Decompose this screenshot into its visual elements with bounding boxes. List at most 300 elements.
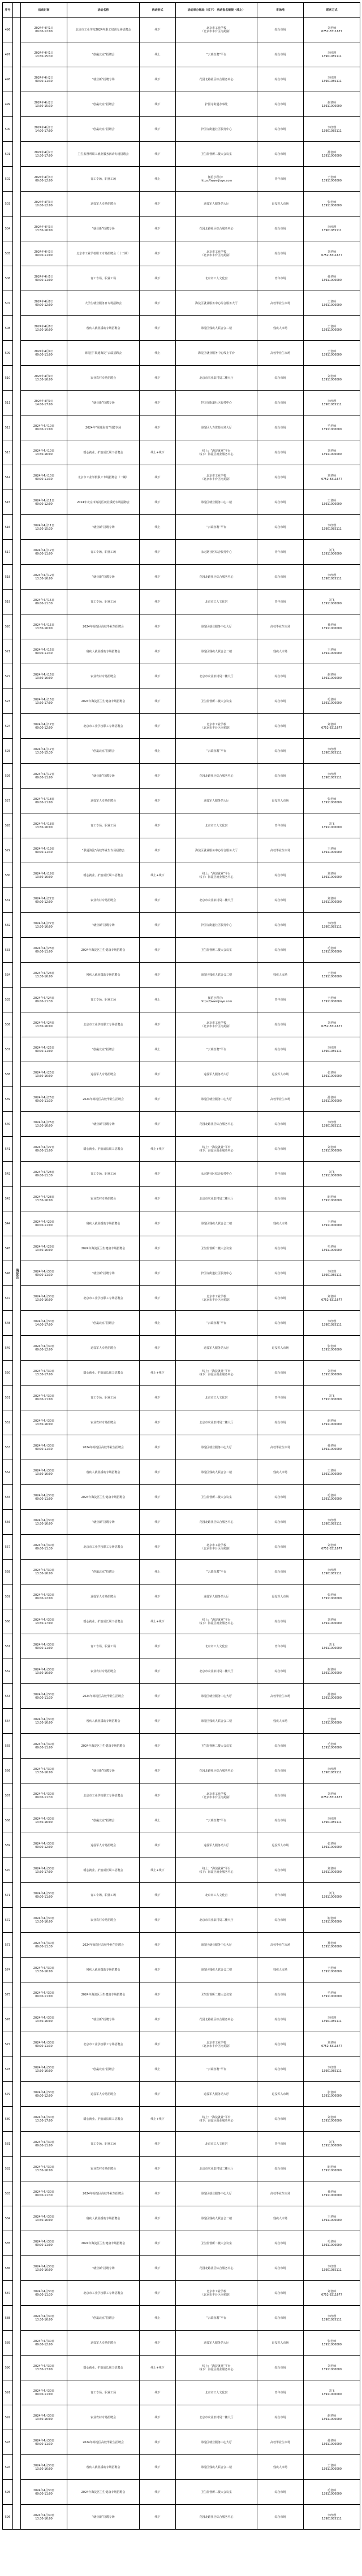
row-market: 综合市场: [257, 1808, 304, 1833]
table-row: [3, 2306, 360, 2331]
row-address: 线上：“海淀就业”平台 线下：海淀区就业服务中心: [176, 863, 257, 888]
row-mode: 线下: [140, 764, 176, 789]
row-address: 永定路社区综合服务中心: [176, 540, 257, 565]
row-mode: 线上+线下: [140, 863, 176, 888]
row-contact: 王老师 13911000000: [304, 167, 360, 192]
row-mode: 线下: [140, 2405, 176, 2430]
row-market: 退役军人市场: [257, 1062, 304, 1087]
header-market: 市场地: [257, 3, 304, 18]
row-time: 2024年4月9日 13:30-16:00: [21, 366, 67, 391]
row-index: 547: [3, 1286, 13, 1311]
row-index: 593: [3, 2430, 13, 2455]
row-name: 北京市工业学校职工专场招聘会: [67, 1535, 140, 1560]
row-index: 502: [3, 167, 13, 192]
row-contact: 刘老师 13911000000: [304, 2356, 360, 2380]
row-name: 残疾人就业援助专场招聘会: [67, 2455, 140, 2480]
table-row: [3, 1933, 360, 1958]
row-mode: 线上: [140, 1311, 176, 1336]
row-mode: 线下: [140, 1236, 176, 1261]
row-name: 退役军人专场招聘会: [67, 1336, 140, 1361]
row-contact: 王老师 13911000000: [304, 490, 360, 515]
row-index: 552: [3, 1410, 13, 1435]
row-mode: 线上: [140, 2306, 176, 2331]
row-name: 卫生监督所职工就业服务活动专场招聘会: [67, 142, 140, 167]
row-name: 2024年海淀区卫生健康专场招聘会: [67, 2231, 140, 2256]
row-time: 2024年4月30日 09:00-11:30: [21, 2032, 67, 2057]
row-name: “创赢北京”招聘会: [67, 739, 140, 764]
row-mode: 线下: [140, 938, 176, 963]
row-index: 588: [3, 2306, 13, 2331]
row-mode: 线下: [140, 2430, 176, 2455]
row-address: 花园北路社区综合服务中心: [176, 67, 257, 92]
row-contact: 王老师 13911000000: [304, 1460, 360, 1485]
row-address: 北京市工业学校 （北京市丰台区南苑路）: [176, 2281, 257, 2306]
row-time: 2024年4月19日 13:30-16:00: [21, 863, 67, 888]
row-index: 564: [3, 1709, 13, 1734]
row-mode: 线下: [140, 1684, 176, 1709]
row-mode: 线下: [140, 1386, 176, 1410]
row-name: 青工专场、职业工场: [67, 2132, 140, 2157]
row-contact: 李经理 13901085111: [304, 2306, 360, 2331]
row-market: 青年市场: [257, 2132, 304, 2157]
row-mode: 线下: [140, 540, 176, 565]
row-market: 综合市场: [257, 1236, 304, 1261]
row-market: 残疾人市场: [257, 1709, 304, 1734]
row-name: “创赢北京”招聘会: [67, 2057, 140, 2082]
row-index: 507: [3, 291, 13, 316]
row-address: 北京市工人文化宫: [176, 813, 257, 838]
row-mode: 线下: [140, 1087, 176, 1112]
row-contact: 刘飞 13911000000: [304, 1162, 360, 1187]
row-index: 517: [3, 540, 13, 565]
table-row: [3, 1609, 360, 1634]
row-name: 农业农村专场招聘会: [67, 1410, 140, 1435]
row-address: 北京市工业学校 （北京市丰台区南苑路）: [176, 18, 257, 42]
row-mode: 线下: [140, 1261, 176, 1286]
row-index: 594: [3, 2455, 13, 2480]
row-market: 综合市场: [257, 415, 304, 440]
row-name: 残疾人就业援助专场招聘会: [67, 1460, 140, 1485]
table-row: [3, 1634, 360, 1659]
row-address: “云端直聘”平台: [176, 2057, 257, 2082]
row-address: 北京市农业农村局二楼大厅: [176, 1187, 257, 1211]
table-row: [3, 1982, 360, 2007]
row-name: 2024年北京市海淀区就业援助专场招聘会: [67, 490, 140, 515]
row-index: 496: [3, 18, 13, 42]
row-index: 525: [3, 739, 13, 764]
row-address: 卫生监督所二楼大会议室: [176, 2480, 257, 2505]
row-mode: 线下: [140, 266, 176, 291]
table-row: [3, 2380, 360, 2405]
table-row: [3, 1236, 360, 1261]
row-index: 542: [3, 1162, 13, 1187]
row-address: 线上：“海淀就业”平台 线下：海淀区就业服务中心: [176, 1858, 257, 1883]
row-mode: 线上: [140, 1808, 176, 1833]
row-name: 2024年海淀区卫生健康专场招聘会: [67, 2480, 140, 2505]
row-contact: 张老师 13911000000: [304, 2331, 360, 2356]
row-name: “就业新”招聘专场: [67, 391, 140, 415]
row-time: 2024年4月15日 09:00-11:30: [21, 590, 67, 614]
table-row: [3, 1535, 360, 1560]
row-address: 海淀区残疾人联合会二楼: [176, 639, 257, 664]
row-name: 大学生就业服务日专场招聘会: [67, 291, 140, 316]
row-index: 560: [3, 1609, 13, 1634]
row-mode: 线下: [140, 1659, 176, 1684]
row-address: 线上：“海淀就业”平台 线下：海淀区就业服务中心: [176, 1137, 257, 1162]
row-market: 青年市场: [257, 540, 304, 565]
row-index: 524: [3, 714, 13, 739]
row-time: 2024年4月25日 13:30-16:00: [21, 1062, 67, 1087]
row-contact: 王老师 13911000000: [304, 2206, 360, 2231]
row-name: “就业新”招聘专场: [67, 2505, 140, 2530]
row-index: 566: [3, 1759, 13, 1783]
row-address: 海淀区就业服务中心大厅: [176, 2181, 257, 2206]
row-contact: 刘老师 0752-8311677: [304, 1535, 360, 1560]
row-time: 2024年4月30日 13:30-16:00: [21, 2505, 67, 2530]
row-market: 残疾人市场: [257, 1460, 304, 1485]
row-address: 花园北路社区综合服务中心: [176, 764, 257, 789]
row-address: 护国寺街道办事处: [176, 92, 257, 117]
row-time: 2024年4月30日 09:00-11:00: [21, 2380, 67, 2405]
table-row: [3, 1759, 360, 1783]
row-time: 2024年4月30日 09:00-11:30: [21, 1535, 67, 1560]
row-contact: 李经理 13901085111: [304, 391, 360, 415]
row-name: “就业新”招聘专场: [67, 1261, 140, 1286]
row-address: 北京市工人文化宫: [176, 590, 257, 614]
row-time: 2024年4月30日 13:30-16:00: [21, 2256, 67, 2281]
table-row: [3, 1584, 360, 1609]
row-address: 北京市农业农村局二楼大厅: [176, 888, 257, 913]
row-contact: 毛老师 13911000000: [304, 415, 360, 440]
row-mode: 线上: [140, 42, 176, 67]
row-index: 497: [3, 42, 13, 67]
row-address: 花园北路社区综合服务中心: [176, 1510, 257, 1535]
row-time: 2024年4月26日 13:30-16:00: [21, 1112, 67, 1137]
row-name: “创赢北京”招聘会: [67, 42, 140, 67]
row-index: 516: [3, 515, 13, 540]
row-index: 575: [3, 1982, 13, 2007]
table-row: [3, 1087, 360, 1112]
row-mode: 线下: [140, 1211, 176, 1236]
row-time: 2024年4月18日 09:00-11:00: [21, 789, 67, 813]
row-time: 2024年4月30日 13:30-16:00: [21, 1510, 67, 1535]
row-time: 2024年4月30日 13:30-16:00: [21, 2306, 67, 2331]
row-contact: 刘老师 0752-8311677: [304, 18, 360, 42]
table-row: [3, 515, 360, 540]
row-mode: 线下: [140, 813, 176, 838]
table-row: [3, 1286, 360, 1311]
row-address: “云端直聘”平台: [176, 1560, 257, 1584]
table-row: [3, 1734, 360, 1759]
row-time: 2024年4月12日 09:00-11:00: [21, 540, 67, 565]
row-mode: 线下: [140, 1982, 176, 2007]
row-contact: 刘老师 13911000000: [304, 1858, 360, 1883]
row-time: 2024年4月22日 09:00-12:00: [21, 888, 67, 913]
row-time: 2024年4月30日 13:30-17:00: [21, 2107, 67, 2132]
row-name: 2024年海淀区卫生健康专场招聘会: [67, 1485, 140, 1510]
table-row: [3, 366, 360, 391]
table-row: [3, 2206, 360, 2231]
row-address: 北京市工人文化宫: [176, 1883, 257, 1908]
row-time: 2024年4月30日 13:30-16:00: [21, 1286, 67, 1311]
header-index: 序号: [3, 3, 13, 18]
row-address: “云端直聘”平台: [176, 1311, 257, 1336]
table-row: [3, 217, 360, 241]
row-name: 退役军人专场招聘会: [67, 1833, 140, 1858]
row-name: 退役军人专场招聘会: [67, 789, 140, 813]
row-mode: 线上: [140, 167, 176, 192]
row-contact: 李经理 13901085111: [304, 2256, 360, 2281]
row-market: 综合市场: [257, 1982, 304, 2007]
row-market: 青年市场: [257, 590, 304, 614]
row-mode: 线下: [140, 1535, 176, 1560]
row-time: 2024年4月30日 13:30-16:00: [21, 2057, 67, 2082]
row-address: 北京市工业学校 （北京市丰台区南苑路）: [176, 241, 257, 266]
row-mode: 线下: [140, 963, 176, 988]
row-index: 583: [3, 2181, 13, 2206]
row-index: 536: [3, 1012, 13, 1037]
row-name: 农业农村专场招聘会: [67, 366, 140, 391]
table-row: [3, 1012, 360, 1037]
row-address: 北京市工业学校 （北京市丰台区南苑路）: [176, 714, 257, 739]
row-index: 565: [3, 1734, 13, 1759]
table-row: [3, 291, 360, 316]
row-name: 青工专场、职业工场: [67, 266, 140, 291]
row-time: 2024年4月22日 13:30-16:00: [21, 913, 67, 938]
table-row: [3, 1808, 360, 1833]
row-market: 综合市场: [257, 664, 304, 689]
row-time: 2024年4月3日 13:30-16:00: [21, 217, 67, 241]
row-market: 综合市场: [257, 714, 304, 739]
row-address: 北京市工业学校 （北京市丰台区南苑路）: [176, 2032, 257, 2057]
row-market: 综合市场: [257, 2356, 304, 2380]
row-market: 综合市场: [257, 1535, 304, 1560]
row-market: 综合市场: [257, 764, 304, 789]
row-name: 暖心就业、护航成长职工招聘会: [67, 2107, 140, 2132]
row-market: 高校毕业生市场: [257, 291, 304, 316]
row-contact: 刘老师 13911000000: [304, 366, 360, 391]
row-address: 卫生监督所二楼大会议室: [176, 1485, 257, 1510]
row-contact: 谢老师 13911000000: [304, 1659, 360, 1684]
row-index: 537: [3, 1037, 13, 1062]
row-mode: 线下: [140, 2505, 176, 2530]
table-row: [3, 1211, 360, 1236]
row-name: 2024年海淀区高校毕业生招聘会: [67, 1087, 140, 1112]
row-market: 综合市场: [257, 2032, 304, 2057]
row-name: “就业新”招聘专场: [67, 515, 140, 540]
row-mode: 线下: [140, 1584, 176, 1609]
row-time: 2024年4月30日 13:30-16:00: [21, 1759, 67, 1783]
row-name: 青工专场、职业工场: [67, 540, 140, 565]
row-mode: 线下: [140, 1112, 176, 1137]
row-name: 暖心就业、护航成长职工招聘会: [67, 2356, 140, 2380]
row-time: 2024年4月30日 13:30-17:00: [21, 1858, 67, 1883]
table-row: [3, 938, 360, 963]
table-row: [3, 988, 360, 1012]
row-contact: 张老师 13911000000: [304, 1584, 360, 1609]
row-name: 北京市工业学校2024年职工培训专场招聘会: [67, 18, 140, 42]
row-index: 510: [3, 366, 13, 391]
row-contact: 孙老师 13911000000: [304, 2430, 360, 2455]
row-address: 护国寺街道社区服务中心: [176, 391, 257, 415]
row-address: 护国寺街道社区服务中心: [176, 913, 257, 938]
row-contact: 李经理 13901085111: [304, 515, 360, 540]
table-row: [3, 1833, 360, 1858]
row-name: 青工专场、职业工场: [67, 988, 140, 1012]
row-index: 498: [3, 67, 13, 92]
row-index: 503: [3, 192, 13, 217]
row-contact: 王老师 13911000000: [304, 1709, 360, 1734]
table-row: [3, 2181, 360, 2206]
row-contact: 毛老师 13911000000: [304, 1982, 360, 2007]
row-time: 2024年4月30日 09:00-11:00: [21, 1634, 67, 1659]
table-row: [3, 1386, 360, 1410]
row-time: 2024年4月30日 09:00-11:00: [21, 2132, 67, 2157]
row-market: 综合市场: [257, 2405, 304, 2430]
row-time: 2024年4月1日 13:30-15:30: [21, 42, 67, 67]
row-time: 2024年4月30日 09:00-11:00: [21, 2480, 67, 2505]
row-market: 综合市场: [257, 2480, 304, 2505]
row-time: 2024年4月16日 09:00-11:30: [21, 639, 67, 664]
row-address: 海淀区残疾人联合会二楼: [176, 963, 257, 988]
row-index: 584: [3, 2206, 13, 2231]
table-row: [3, 18, 360, 42]
row-address: 海淀区就业服务中心大厅: [176, 1933, 257, 1958]
row-index: 574: [3, 1958, 13, 1982]
row-market: 综合市场: [257, 863, 304, 888]
row-index: 529: [3, 838, 13, 863]
table-row: [3, 490, 360, 515]
row-contact: 王老师 13911000000: [304, 1211, 360, 1236]
row-time: 2024年4月10日 09:00-11:30: [21, 465, 67, 490]
row-mode: 线下: [140, 2157, 176, 2181]
row-index: 581: [3, 2132, 13, 2157]
row-index: 534: [3, 963, 13, 988]
row-mode: 线下: [140, 241, 176, 266]
row-market: 青年市场: [257, 813, 304, 838]
row-name: “就业新”招聘专场: [67, 217, 140, 241]
row-mode: 线下: [140, 1734, 176, 1759]
row-time: 2024年4月9日 09:00-11:00: [21, 341, 67, 366]
table-row: [3, 341, 360, 366]
row-time: 2024年4月2日 09:00-11:30: [21, 67, 67, 92]
table-row: [3, 614, 360, 639]
row-market: 综合市场: [257, 565, 304, 590]
row-contact: 王老师 13911000000: [304, 963, 360, 988]
row-index: 530: [3, 863, 13, 888]
row-time: 2024年4月2日 14:00-17:00: [21, 117, 67, 142]
row-address: 退役军人服务站大厅: [176, 2331, 257, 2356]
row-address: 退役军人服务站大厅: [176, 1584, 257, 1609]
row-address: 北京市工业学校 （北京市丰台区南苑路）: [176, 465, 257, 490]
row-address: 花园北路社区综合服务中心: [176, 2505, 257, 2530]
row-market: 综合市场: [257, 2231, 304, 2256]
table-row: [3, 1858, 360, 1883]
row-mode: 线上+线下: [140, 1609, 176, 1634]
row-mode: 线下: [140, 913, 176, 938]
row-address: “云端直聘”平台: [176, 1037, 257, 1062]
row-contact: 张老师 13911000000: [304, 789, 360, 813]
row-index: 540: [3, 1112, 13, 1137]
row-index: 509: [3, 341, 13, 366]
row-name: 2024年海淀区高校毕业生招聘会: [67, 614, 140, 639]
row-index: 541: [3, 1137, 13, 1162]
row-mode: 线下: [140, 2480, 176, 2505]
row-name: 2024年海淀区卫生健康专场招聘会: [67, 938, 140, 963]
row-address: 北京市农业农村局二楼大厅: [176, 664, 257, 689]
row-name: 退役军人专场招聘会: [67, 192, 140, 217]
row-address: 卫生监督所二楼大会议室: [176, 689, 257, 714]
row-time: 2024年4月17日 09:00-12:00: [21, 714, 67, 739]
table-row: [3, 2256, 360, 2281]
row-name: 2024年海淀区高校毕业生招聘会: [67, 1684, 140, 1709]
row-time: 2024年4月30日 09:00-11:30: [21, 2181, 67, 2206]
row-market: 综合市场: [257, 1410, 304, 1435]
row-contact: 刘老师 0752-8311677: [304, 1286, 360, 1311]
row-market: 综合市场: [257, 1311, 304, 1336]
row-address: 海淀区残疾人联合会二楼: [176, 1709, 257, 1734]
row-contact: 刘老师 13911000000: [304, 1361, 360, 1386]
row-mode: 线下: [140, 1709, 176, 1734]
row-contact: 李经理 13901085111: [304, 2057, 360, 2082]
row-contact: 王老师 13911000000: [304, 316, 360, 341]
row-index: 585: [3, 2231, 13, 2256]
row-contact: 李经理 13901085111: [304, 1037, 360, 1062]
row-mode: 线下: [140, 2256, 176, 2281]
row-mode: 线下: [140, 1634, 176, 1659]
row-contact: 李经理 13901085111: [304, 764, 360, 789]
row-market: 综合市场: [257, 67, 304, 92]
row-market: 综合市场: [257, 1137, 304, 1162]
row-market: 高校毕业生市场: [257, 1087, 304, 1112]
table-row: [3, 415, 360, 440]
row-time: 2024年4月30日 09:00-11:00: [21, 1386, 67, 1410]
row-address: “云端直聘”平台: [176, 42, 257, 67]
row-name: “就业新”招聘专场: [67, 1759, 140, 1783]
table-row: [3, 1261, 360, 1286]
table-row: [3, 1510, 360, 1535]
row-name: 退役军人专场招聘会: [67, 1062, 140, 1087]
row-market: 综合市场: [257, 1485, 304, 1510]
table-row: [3, 2331, 360, 2356]
row-contact: 刘老师 13911000000: [304, 888, 360, 913]
row-contact: 王老师 13911000000: [304, 2455, 360, 2480]
row-address: 退役军人服务站大厅: [176, 1062, 257, 1087]
table-row: [3, 465, 360, 490]
row-name: 残疾人就业援助专场招聘会: [67, 1211, 140, 1236]
table-row: [3, 863, 360, 888]
row-time: 2024年4月9日 14:00-17:00: [21, 391, 67, 415]
row-index: 513: [3, 440, 13, 465]
row-market: 综合市场: [257, 1659, 304, 1684]
row-time: 2024年4月27日 09:00-11:00: [21, 1137, 67, 1162]
row-address: 海淀区就业服务中心线上平台: [176, 341, 257, 366]
row-name: 青工专场、职业工场: [67, 1883, 140, 1908]
row-contact: 李经理 13901085111: [304, 117, 360, 142]
row-name: 残疾人就业援助专场招聘会: [67, 1958, 140, 1982]
row-address: 海淀区就业服务中心综合服务大厅: [176, 838, 257, 863]
table-row: [3, 2405, 360, 2430]
row-index: 511: [3, 391, 13, 415]
row-name: 2024年海淀区卫生健康专场招聘会: [67, 1236, 140, 1261]
table-row: [3, 2107, 360, 2132]
row-time: 2024年4月30日 09:00-11:30: [21, 2430, 67, 2455]
row-market: 青年市场: [257, 266, 304, 291]
row-address: 海淀区就业服务中心大厅: [176, 614, 257, 639]
row-time: 2024年4月30日 13:30-17:00: [21, 1361, 67, 1386]
row-index: 590: [3, 2356, 13, 2380]
row-address: 海淀区就业服务中心大厅: [176, 2430, 257, 2455]
